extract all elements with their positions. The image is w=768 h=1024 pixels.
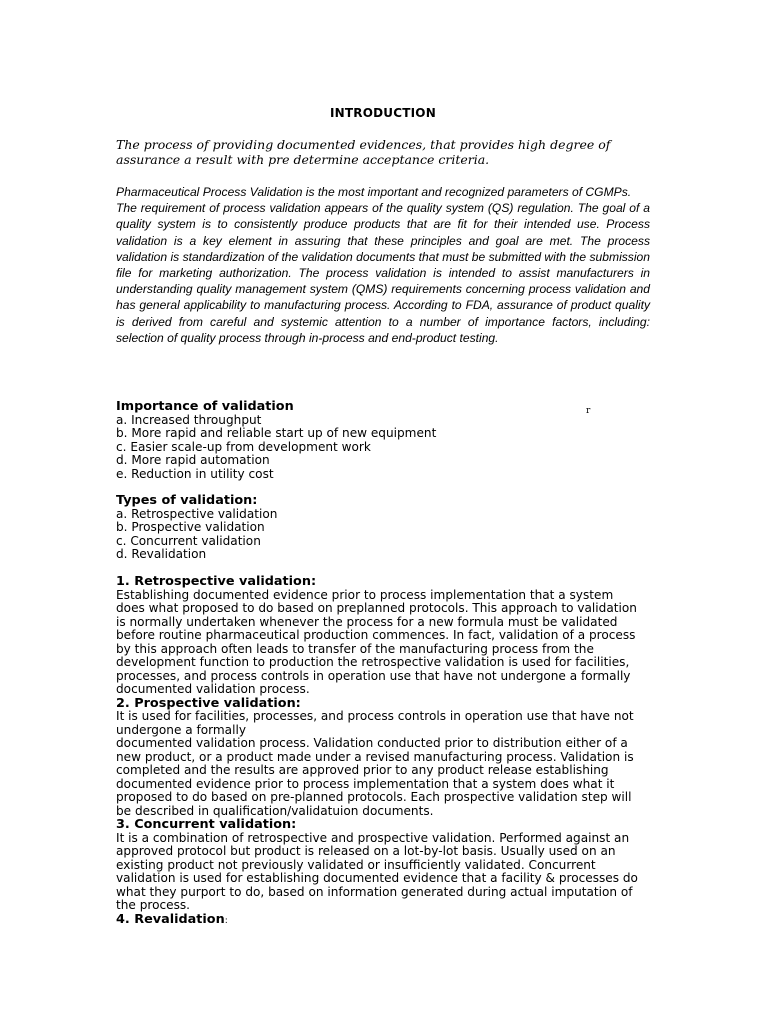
revalidation-heading-line xyxy=(116,913,646,929)
text-line: what they purport to do, based on information generated during actual imputation of xyxy=(116,884,633,899)
importance-heading: Importance of validation xyxy=(116,399,294,414)
text-line: by this approach often leads to transfer of the manufacturing process from the xyxy=(116,641,594,656)
text-line: It is used for facilities, processes, and process controls in operation use that have not xyxy=(116,709,634,723)
list-item: d. Revalidation xyxy=(116,547,207,561)
definition-quote: The process of providing documented evidences, that provides high degree of assurance a result with pre determine acceptance criteria. xyxy=(116,137,611,167)
importance-section xyxy=(116,400,646,481)
text-line: completed and the results are approved prior to any product release establishing xyxy=(116,763,609,777)
text-line: existing product not previously validated or insufficiently validated. Concurrent xyxy=(116,857,596,872)
list-item: b. More rapid and reliable start up of new equipment xyxy=(116,426,437,440)
text-line: before routine pharmaceutical production commences. In fact, validation of a process xyxy=(116,628,636,642)
text-line: Establishing documented evidence prior to process implementation that a system xyxy=(116,587,614,602)
list-item: a. Increased throughput xyxy=(116,412,262,427)
types-section xyxy=(116,494,646,562)
list-item: b. Prospective validation xyxy=(116,520,265,534)
text-line: is normally undertaken whenever the process for a new formula must be validated xyxy=(116,614,618,629)
text-line: documented validation process. xyxy=(116,682,310,696)
intro-paragraph-1: Pharmaceutical Process Validation is the most important and recognized parameters of CGMPs. xyxy=(116,185,632,199)
validation-sections xyxy=(116,575,646,928)
text-line: be described in qualification/validatuion documents. xyxy=(116,803,434,818)
list-item: a. Retrospective validation xyxy=(116,506,278,521)
text-line: development function to production the retrospective validation is used for facilities, xyxy=(116,655,630,669)
text-line: validation is used for establishing documented evidence that a facility & processes do xyxy=(116,871,638,885)
intro-paragraph-2: The requirement of process validation appears of the quality system (QS) regulation. The goal of a quality system is to consistently produce products that are fit for their intended use. Process validation is a key element in assuring that these principles and goal are met. The process validation is standardization of the validation documents that must be submitted with the submission file for marketing authorization. The process validation is intended to assist manufacturers in understanding quality management system (QMS) requirements concerning process validation and has general applicability to manufacturing process. According to FDA, assurance of product quality is derived from careful and systemic attention to a number of importance factors, including: selection of quality process through in-process and end-product testing. xyxy=(116,201,650,345)
page-title: INTRODUCTION xyxy=(330,106,436,120)
list-item: c. Concurrent validation xyxy=(116,533,261,548)
stray-mark: r xyxy=(586,406,591,416)
introduction-text xyxy=(116,184,650,346)
list-item: c. Easier scale-up from development work xyxy=(116,439,371,454)
text-line: undergone a formally xyxy=(116,722,246,737)
prospective-heading: 2. Prospective validation: xyxy=(116,695,301,711)
concurrent-heading: 3. Concurrent validation: xyxy=(116,817,297,832)
text-line: the process. xyxy=(116,898,191,912)
text-line: does what proposed to do based on preplanned protocols. This approach to validation xyxy=(116,601,637,615)
text-line: It is a combination of retrospective and prospective validation. Performed against an xyxy=(116,830,630,845)
text-line: processes, and process controls in operation use that have not undergone a formally xyxy=(116,668,631,683)
types-heading: Types of validation: xyxy=(116,493,258,508)
revalidation-colon: : xyxy=(224,915,228,926)
text-line: documented evidence prior to process implementation that a system does what it xyxy=(116,776,615,791)
text-line: approved protocol but product is released on a lot-by-lot basis. Usually used on an xyxy=(116,844,616,858)
text-line: proposed to do based on pre-planned protocols. Each prospective validation step will xyxy=(116,790,632,804)
retrospective-heading: 1. Retrospective validation: xyxy=(116,574,317,589)
list-item: e. Reduction in utility cost xyxy=(116,466,274,481)
text-line: new product, or a product made under a revised manufacturing process. Validation is xyxy=(116,749,634,764)
list-item: d. More rapid automation xyxy=(116,453,270,467)
text-line: documented validation process. Validation conducted prior to distribution either of a xyxy=(116,736,628,750)
revalidation-heading: 4. Revalidation xyxy=(116,911,225,927)
